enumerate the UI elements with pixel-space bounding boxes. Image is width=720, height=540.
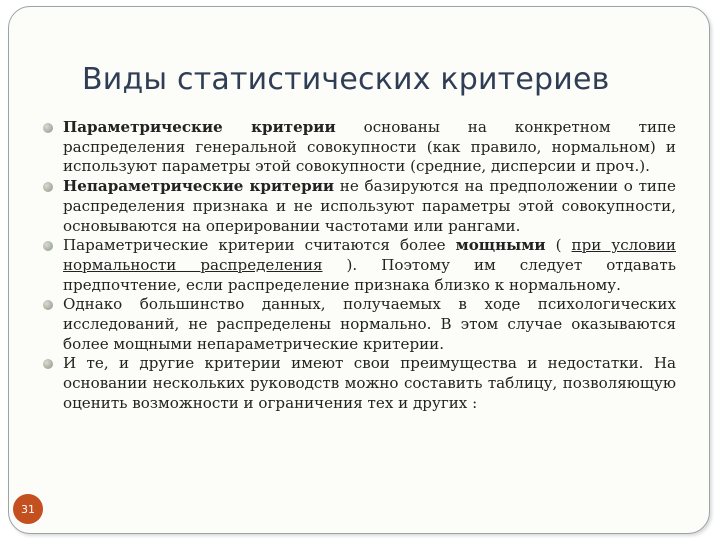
- slide-title: Виды статистических критериев: [82, 62, 610, 97]
- bullet-text: не базируются на предположении о типе распределения признака и не используют параметры этой совокупности, основываются на оперировании частотами или рангами.: [63, 177, 676, 235]
- bullet-dot-icon: [43, 241, 53, 251]
- page-number-badge: 31: [13, 494, 43, 524]
- bullet-dot-icon: [43, 182, 53, 192]
- bullet-list: [40, 118, 676, 414]
- bullet-item: [40, 236, 676, 295]
- bullet-dot-icon: [43, 123, 53, 133]
- bullet-text-bold: мощными: [455, 236, 546, 255]
- bullet-text: ). Поэтому им следует отдавать предпочтение, если распределение признака близко к нормальному.: [63, 255, 676, 294]
- bullet-dot-icon: [43, 300, 53, 310]
- bullet-item: [40, 295, 676, 354]
- bullet-item: [40, 177, 676, 236]
- bullet-dot-icon: [43, 359, 53, 369]
- bullet-item: [40, 354, 676, 413]
- bullet-text-bold: Параметрические критерии: [63, 118, 336, 136]
- bullet-text: Однако большинство данных, получаемых в ходе психологических исследований, не распределены нормально. В этом случае оказываются более мощными непараметрические критерии.: [63, 295, 676, 353]
- bullet-item: [40, 118, 676, 177]
- bullet-text: Параметрические критерии считаются более: [63, 236, 456, 255]
- bullet-text-bold: Непараметрические критерии: [63, 177, 335, 196]
- bullet-text-underlined: при условии нормальности распределения: [63, 236, 676, 274]
- bullet-text: И те, и другие критерии имеют свои преимущества и недостатки. На основании нескольких руководств можно составить таблицу, позволяющую оценить возможности и ограничения тех и других :: [63, 354, 676, 412]
- bullet-text: основаны на конкретном типе распределения генеральной совокупности (как правило, нормальном) и используют параметры этой совокупности (средние, дисперсии и проч.).: [63, 118, 676, 176]
- bullet-text: (: [545, 236, 572, 255]
